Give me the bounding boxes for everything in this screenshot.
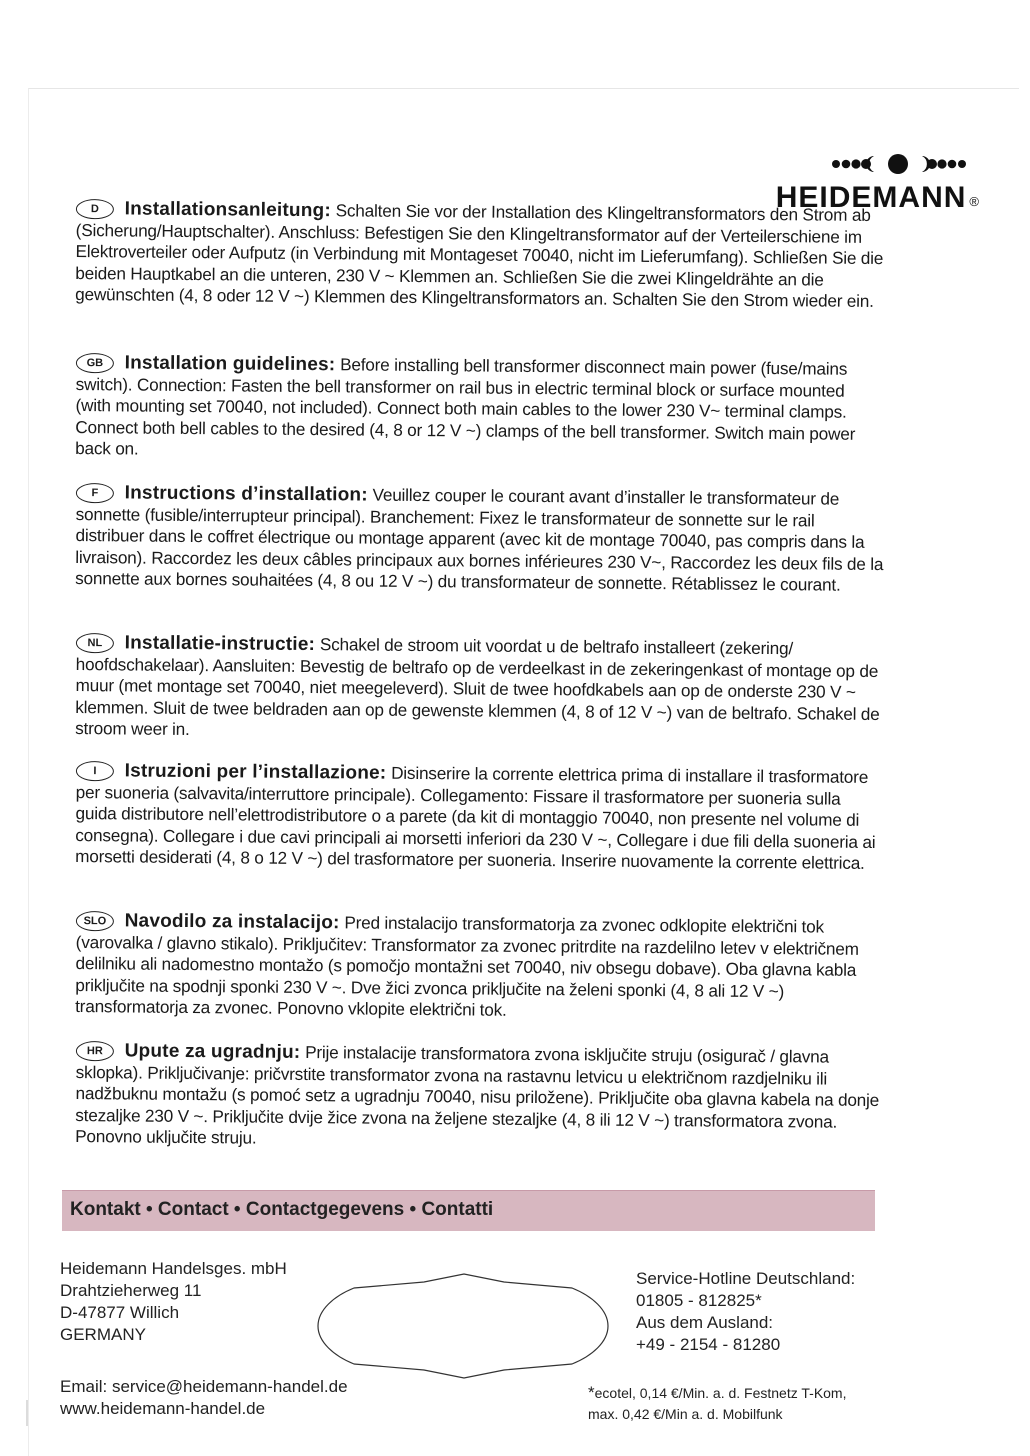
- contact-bar-label: Kontakt • Contact • Contactgegevens • Contatti: [70, 1199, 494, 1220]
- dealer-stamp-outline: [314, 1270, 612, 1382]
- section-hr: [75, 1040, 884, 1155]
- footnote-line: ecotel, 0,14 €/Min. a. d. Festnetz T-Kom,: [594, 1385, 847, 1401]
- lang-badge: SLO: [76, 911, 114, 931]
- lang-badge: I: [76, 761, 114, 781]
- scan-edge-mark: [26, 1400, 28, 1426]
- lang-badge: HR: [76, 1041, 114, 1061]
- service-hotline: [636, 1268, 855, 1356]
- lang-badge: F: [76, 483, 114, 503]
- footnote-line: max. 0,42 €/Min a. d. Mobilfunk: [588, 1406, 783, 1422]
- section-fr: [75, 482, 884, 597]
- section-de: [75, 198, 884, 313]
- footnote-star: *: [588, 1383, 595, 1402]
- lang-badge: GB: [76, 353, 114, 373]
- section-nl: [75, 632, 884, 747]
- address-line: GERMANY: [60, 1325, 146, 1344]
- section-text: Veuillez couper le courant avant d’installer le transformateur de sonnette (fusible/interrupteur principal). Branchement: Fixez le transformateur de sonnette sur le rail distribuer dans le coffret électrique ou montage apparent (avec kit de montage 70040, pas compris dans la livraison). Raccordez les deux câbles principaux aux bornes inférieures 230 V~, Raccordez les deux fils de la sonnette aux bornes souhaitées (4, 8 ou 12 V ~) du transformateur de sonnette. Rétablissez le courant.: [75, 484, 884, 596]
- web-contact: [60, 1376, 348, 1420]
- section-heading: Upute za ugradnju:: [124, 1040, 301, 1063]
- address-line: Drahtzieherweg 11: [60, 1281, 202, 1300]
- company-address: [60, 1258, 287, 1346]
- section-heading: Installation guidelines:: [124, 352, 336, 376]
- address-line: D-47877 Willich: [60, 1303, 180, 1322]
- abroad-number[interactable]: +49 - 2154 - 81280: [636, 1335, 781, 1354]
- email-link[interactable]: Email: service@heidemann-handel.de: [60, 1377, 348, 1396]
- section-heading: Instructions d’installation:: [124, 482, 368, 506]
- abroad-label: Aus dem Ausland:: [636, 1313, 774, 1332]
- address-line: Heidemann Handelsges. mbH: [60, 1259, 287, 1278]
- section-text: Before installing bell transformer disconnect main power (fuse/mains switch). Connection: Fasten the bell transformer on rail bus in electric terminal block or surface mounted (with mounting set 70040, not included). Connect both main cables to the lower 230 V~ terminal clamps. Connect both bell cables to the desired (4, 8 or 12 V ~) clamps of the bell transformer. Switch main power back on.: [75, 354, 856, 459]
- section-text: Pred instalacijo transformatorja za zvonec odklopite električni tok (varovalka / glavno stikalo). Priključitev: Transformator za zvonec pritrdite na razdelilno letev v električnem delilniku ali nadomestno montažo (s pomočjo montažni set 70040, niv obsegu dobave). Oba glavna kabla priključite na spodnji sponki 230 V ~. Dve žici zvonca priključite na želeni sponki (4, 8 ali 12 V ~) transformatorja za zvonec. Ponovno vklopite električni tok.: [75, 912, 859, 1021]
- hotline-label: Service-Hotline Deutschland:: [636, 1269, 856, 1288]
- section-text: Prije instalacije transformatora zvona isključite struju (osigurač / glavna sklopka). Priključivanje: pričvrstite transformator zvona na rastavnu letvicu u električnom razdjelniku ili nadžbuknu montažu (s pomoć setz a ugradnju 70040, nisu priložene). Priključite oba glavna kabela na donje stezaljke 230 V ~. Priključite dvije žice zvona na željene stezaljke (4, 8 ili 12 V ~) transformatora zvona. Ponovno uključite struju.: [75, 1042, 880, 1148]
- brand-name: HEIDEMANN ®: [775, 181, 980, 214]
- price-footnote: [588, 1382, 847, 1425]
- hotline-number[interactable]: 01805 - 812825*: [636, 1291, 762, 1310]
- section-text: Schakel de stroom uit voordat u de beltrafo installeert (zekering/ hoofdschakelaar). Aansluiten: Bevestig de beltrafo op de verdeelkast in de zekeringenkast of montage op de muur (met montage set 70040, niet meegeleverd). Sluit de twee hoofdkabels aan op de onderste 230 V ~ klemmen. Sluit de twee beldraden aan op de gewenste klemmen (4, 8 of 12 V ~) van de beltrafo. Schakel de stroom weer in.: [75, 634, 880, 740]
- logo-dots-icon: [830, 150, 980, 176]
- contact-bar: [62, 1190, 875, 1231]
- section-gb: [75, 352, 884, 467]
- section-text: Schalten Sie vor der Installation des Klingeltransformators den Strom ab (Sicherung/Hauptschalter). Anschluss: Befestigen Sie den Klingeltransformator auf der Verteilerschiene im Elektroverteiler oder Aufputz (in Verbindung mit Montageset 70040, nicht im Lieferumfang). Schließen Sie die beiden Hauptkabel an die unteren, 230 V ~ Klemmen an. Schließen Sie die zwei Klingeldrähte an die gewünschten (4, 8 oder 12 V ~) Klemmen des Klingeltransformators an. Schalten Sie den Strom wieder ein.: [75, 200, 884, 312]
- lang-badge: D: [76, 199, 114, 219]
- section-text: Disinserire la corrente elettrica prima di installare il trasformatore per suoneria (salvavita/interruttore principale). Collegamento: Fissare il trasformatore per suoneria sulla guida distributore nell’elettrodistributore o a parete (da kit di montaggio 70040, non presente nel volume di consegna). Collegare i due cavi principali ai morsetti inferiori da 230 V ~, Collegare i due fili della suoneria ai morsetti desiderati (4, 8 o 12 V ~) del trasformatore per suoneria. Inserire nuovamente la corrente elettrica.: [75, 762, 876, 874]
- lang-badge: NL: [76, 633, 114, 653]
- section-heading: Istruzioni per l’installazione:: [124, 760, 387, 784]
- section-it: [75, 760, 884, 875]
- section-heading: Installationsanleitung:: [124, 198, 332, 222]
- section-heading: Installatie-instructie:: [124, 632, 316, 656]
- section-heading: Navodilo za instalacijo:: [124, 910, 340, 934]
- section-slo: [75, 910, 884, 1025]
- website-link[interactable]: www.heidemann-handel.de: [60, 1399, 266, 1418]
